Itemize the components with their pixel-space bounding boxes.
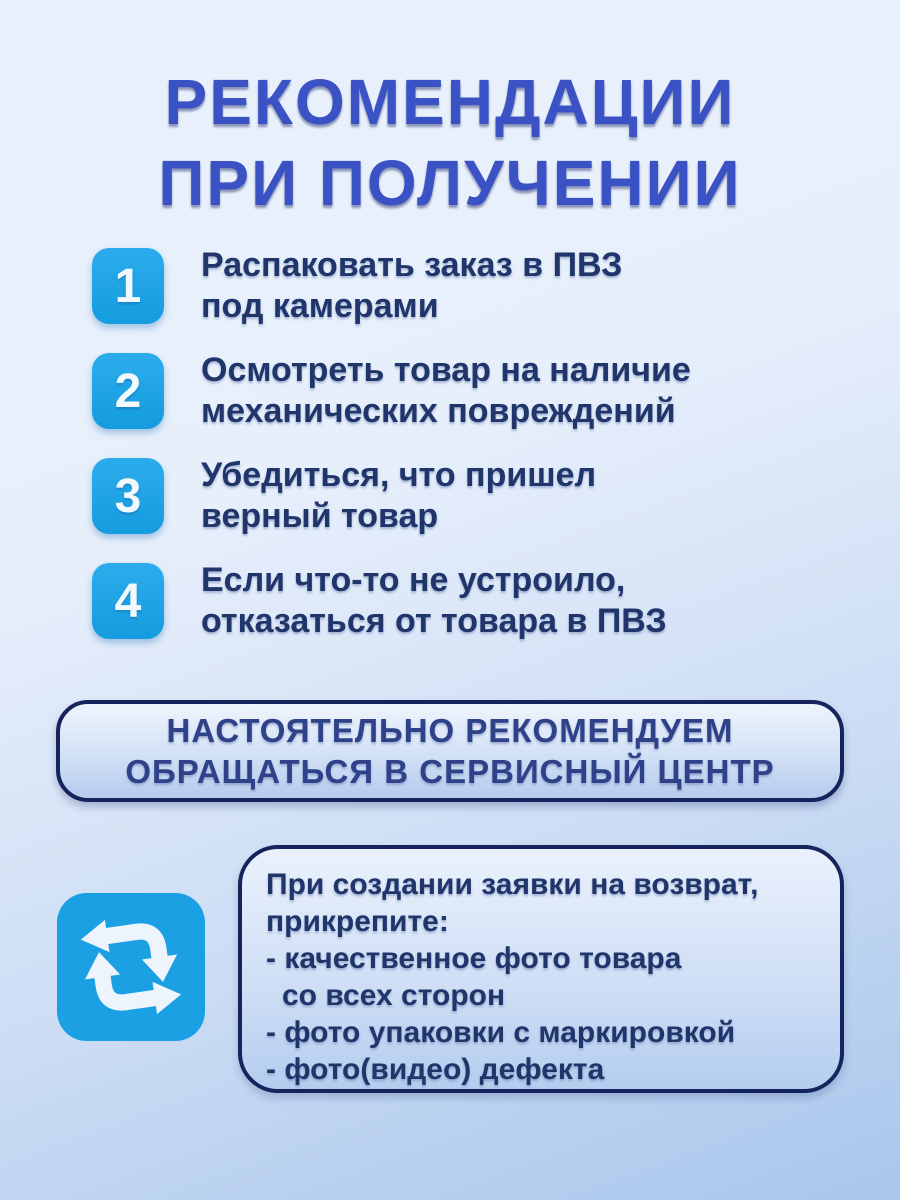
step-text-line: верный товар [201, 497, 439, 535]
page-title-line1: РЕКОМЕНДАЦИИ [164, 66, 736, 138]
step-text-line: Осмотреть товар на наличие [201, 351, 691, 389]
step-text-line: отказаться от товара в ПВЗ [201, 602, 667, 640]
list-item [92, 248, 832, 324]
return-instruction-line: При создании заявки на возврат, [266, 868, 759, 901]
page-title-line2: ПРИ ПОЛУЧЕНИИ [158, 147, 742, 219]
step-text [201, 245, 622, 327]
return-instruction-line: прикрепите: [266, 905, 449, 938]
recommendation-line2: ОБРАЩАТЬСЯ В СЕРВИСНЫЙ ЦЕНТР [125, 753, 775, 790]
recommendation-line1: НАСТОЯТЕЛЬНО РЕКОМЕНДУЕМ [166, 712, 734, 749]
step-text-line: под камерами [201, 287, 439, 325]
page-title [0, 62, 900, 224]
return-instruction-line: - качественное фото товара [266, 942, 682, 975]
return-instruction-line: со всех сторон [282, 979, 506, 1012]
exchange-arrows-icon [57, 893, 205, 1041]
step-text-line: Если что-то не устроило, [201, 561, 626, 599]
step-text [201, 455, 596, 537]
step-text-line: механических повреждений [201, 392, 676, 430]
steps-list [92, 248, 832, 668]
step-text [201, 350, 691, 432]
step-number-badge: 2 [92, 353, 164, 429]
return-instruction-line: - фото упаковки с маркировкой [266, 1016, 736, 1049]
return-instructions-box [238, 845, 844, 1093]
step-text-line: Распаковать заказ в ПВЗ [201, 246, 623, 284]
list-item [92, 353, 832, 429]
return-instruction-line: - фото(видео) дефекта [266, 1053, 605, 1086]
step-number-badge: 3 [92, 458, 164, 534]
step-number-badge: 4 [92, 563, 164, 639]
service-center-recommendation-banner [56, 700, 844, 802]
step-number-badge: 1 [92, 248, 164, 324]
step-text [201, 560, 667, 642]
step-text-line: Убедиться, что пришел [201, 456, 597, 494]
list-item [92, 458, 832, 534]
list-item [92, 563, 832, 639]
